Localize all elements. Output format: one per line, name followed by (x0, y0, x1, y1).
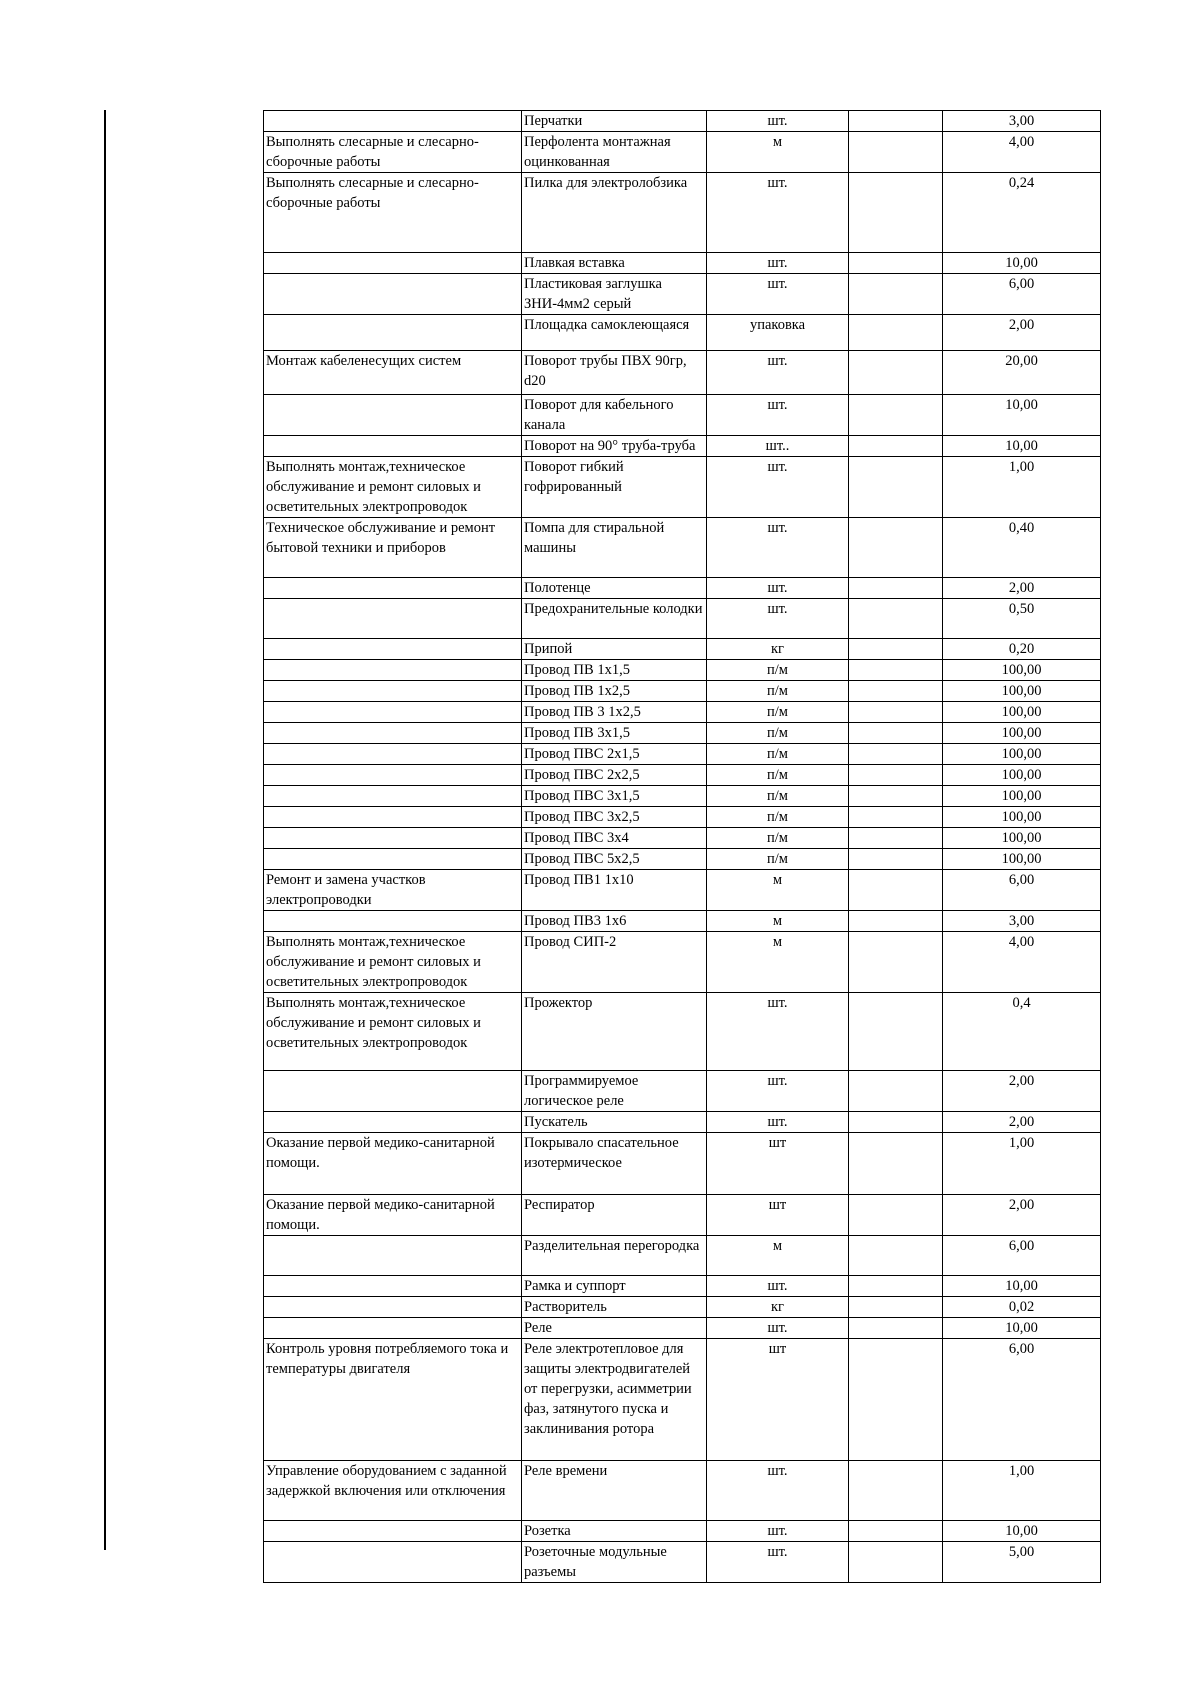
blank-cell (849, 1071, 943, 1112)
blank-cell (849, 1112, 943, 1133)
blank-cell (849, 173, 943, 253)
quantity-cell: 6,00 (943, 870, 1101, 911)
unit-cell: шт. (707, 1521, 849, 1542)
unit-cell: п/м (707, 765, 849, 786)
table-row (264, 599, 1101, 639)
material-name-cell: Провод СИП-2 (522, 932, 707, 993)
blank-cell (849, 1339, 943, 1461)
work-cell: Выполнять слесарные и слесарно-сборочные работы (264, 173, 522, 253)
material-name-cell: Респиратор (522, 1195, 707, 1236)
quantity-cell: 10,00 (943, 1276, 1101, 1297)
quantity-cell: 3,00 (943, 111, 1101, 132)
material-name-cell: Провод ПВ1 1х10 (522, 870, 707, 911)
work-cell (264, 1521, 522, 1542)
material-name-cell: Провод ПВ3 1х6 (522, 911, 707, 932)
table-row (264, 723, 1101, 744)
quantity-cell: 10,00 (943, 395, 1101, 436)
blank-cell (849, 1195, 943, 1236)
table-row (264, 1339, 1101, 1461)
quantity-cell: 100,00 (943, 849, 1101, 870)
blank-cell (849, 849, 943, 870)
unit-cell: шт. (707, 599, 849, 639)
table-row (264, 744, 1101, 765)
unit-cell: кг (707, 1297, 849, 1318)
unit-cell: кг (707, 639, 849, 660)
work-cell (264, 1276, 522, 1297)
quantity-cell: 2,00 (943, 315, 1101, 351)
material-name-cell: Пилка для электролобзика (522, 173, 707, 253)
blank-cell (849, 518, 943, 578)
work-cell (264, 1297, 522, 1318)
blank-cell (849, 436, 943, 457)
quantity-cell: 2,00 (943, 578, 1101, 599)
table-row (264, 870, 1101, 911)
blank-cell (849, 351, 943, 395)
quantity-cell: 0,4 (943, 993, 1101, 1071)
table-row (264, 1133, 1101, 1195)
unit-cell: шт. (707, 578, 849, 599)
work-cell (264, 599, 522, 639)
table-row (264, 274, 1101, 315)
material-name-cell: Реле (522, 1318, 707, 1339)
unit-cell: п/м (707, 807, 849, 828)
quantity-cell: 6,00 (943, 1339, 1101, 1461)
work-cell: Управление оборудованием с заданной задержкой включения или отключения (264, 1461, 522, 1521)
table-row (264, 315, 1101, 351)
blank-cell (849, 786, 943, 807)
blank-cell (849, 315, 943, 351)
work-cell: Выполнять монтаж,техническое обслуживание и ремонт силовых и осветительных электропроводок (264, 457, 522, 518)
quantity-cell: 100,00 (943, 807, 1101, 828)
material-name-cell: Рамка и суппорт (522, 1276, 707, 1297)
quantity-cell: 100,00 (943, 681, 1101, 702)
unit-cell: шт. (707, 351, 849, 395)
blank-cell (849, 1461, 943, 1521)
quantity-cell: 0,24 (943, 173, 1101, 253)
unit-cell: шт. (707, 1542, 849, 1583)
quantity-cell: 100,00 (943, 660, 1101, 681)
unit-cell: м (707, 1236, 849, 1276)
quantity-cell: 10,00 (943, 253, 1101, 274)
quantity-cell: 1,00 (943, 1133, 1101, 1195)
material-name-cell: Поворот трубы ПВХ 90гр, d20 (522, 351, 707, 395)
material-name-cell: Провод ПВС 5х2,5 (522, 849, 707, 870)
table-row (264, 849, 1101, 870)
unit-cell: п/м (707, 702, 849, 723)
material-name-cell: Поворот для кабельного канала (522, 395, 707, 436)
blank-cell (849, 132, 943, 173)
work-cell (264, 807, 522, 828)
work-cell (264, 849, 522, 870)
work-cell: Ремонт и замена участков электропроводки (264, 870, 522, 911)
quantity-cell: 100,00 (943, 723, 1101, 744)
quantity-cell: 1,00 (943, 457, 1101, 518)
quantity-cell: 5,00 (943, 1542, 1101, 1583)
work-cell (264, 315, 522, 351)
table-row (264, 1318, 1101, 1339)
blank-cell (849, 1318, 943, 1339)
quantity-cell: 20,00 (943, 351, 1101, 395)
table-row (264, 807, 1101, 828)
quantity-cell: 100,00 (943, 702, 1101, 723)
blank-cell (849, 660, 943, 681)
work-cell (264, 744, 522, 765)
unit-cell: шт. (707, 111, 849, 132)
quantity-cell: 6,00 (943, 1236, 1101, 1276)
unit-cell: м (707, 911, 849, 932)
material-name-cell: Провод ПВС 3х4 (522, 828, 707, 849)
quantity-cell: 2,00 (943, 1112, 1101, 1133)
material-name-cell: Прожектор (522, 993, 707, 1071)
table-row (264, 253, 1101, 274)
unit-cell: п/м (707, 744, 849, 765)
work-cell: Монтаж кабеленесущих систем (264, 351, 522, 395)
table-row (264, 578, 1101, 599)
unit-cell: упаковка (707, 315, 849, 351)
material-name-cell: Провод ПВ 3 1х2,5 (522, 702, 707, 723)
blank-cell (849, 723, 943, 744)
work-cell (264, 1112, 522, 1133)
left-margin-rule (104, 110, 106, 1550)
unit-cell: м (707, 932, 849, 993)
work-cell (264, 765, 522, 786)
material-name-cell: Полотенце (522, 578, 707, 599)
unit-cell: п/м (707, 723, 849, 744)
blank-cell (849, 111, 943, 132)
work-cell (264, 253, 522, 274)
table-row (264, 1195, 1101, 1236)
unit-cell: п/м (707, 660, 849, 681)
unit-cell: шт. (707, 173, 849, 253)
quantity-cell: 2,00 (943, 1195, 1101, 1236)
table-row (264, 1521, 1101, 1542)
quantity-cell: 100,00 (943, 744, 1101, 765)
work-cell: Контроль уровня потребляемого тока и температуры двигателя (264, 1339, 522, 1461)
unit-cell: шт. (707, 395, 849, 436)
quantity-cell: 100,00 (943, 786, 1101, 807)
table-row (264, 111, 1101, 132)
quantity-cell: 10,00 (943, 436, 1101, 457)
material-name-cell: Перчатки (522, 111, 707, 132)
table-row (264, 828, 1101, 849)
material-name-cell: Провод ПВС 2х2,5 (522, 765, 707, 786)
material-name-cell: Провод ПВ 1х2,5 (522, 681, 707, 702)
blank-cell (849, 395, 943, 436)
table-row (264, 436, 1101, 457)
unit-cell: м (707, 870, 849, 911)
unit-cell: шт. (707, 993, 849, 1071)
blank-cell (849, 599, 943, 639)
unit-cell: п/м (707, 786, 849, 807)
unit-cell: п/м (707, 849, 849, 870)
quantity-cell: 0,50 (943, 599, 1101, 639)
quantity-cell: 3,00 (943, 911, 1101, 932)
work-cell (264, 1236, 522, 1276)
table-row (264, 1112, 1101, 1133)
blank-cell (849, 639, 943, 660)
unit-cell: п/м (707, 828, 849, 849)
materials-table (263, 110, 1101, 1583)
blank-cell (849, 1276, 943, 1297)
table-row (264, 457, 1101, 518)
work-cell (264, 660, 522, 681)
quantity-cell: 100,00 (943, 765, 1101, 786)
unit-cell: шт. (707, 253, 849, 274)
blank-cell (849, 807, 943, 828)
blank-cell (849, 702, 943, 723)
material-name-cell: Реле электротепловое для защиты электродвигателей от перегрузки, асимметрии фаз, затянутого пуска и заклинивания ротора (522, 1339, 707, 1461)
blank-cell (849, 911, 943, 932)
work-cell (264, 828, 522, 849)
work-cell: Техническое обслуживание и ремонт бытовой техники и приборов (264, 518, 522, 578)
blank-cell (849, 1236, 943, 1276)
material-name-cell: Разделительная перегородка (522, 1236, 707, 1276)
work-cell (264, 274, 522, 315)
blank-cell (849, 932, 943, 993)
table-row (264, 518, 1101, 578)
unit-cell: шт. (707, 1112, 849, 1133)
unit-cell: шт. (707, 1461, 849, 1521)
materials-table-body (264, 111, 1101, 1583)
quantity-cell: 6,00 (943, 274, 1101, 315)
material-name-cell: Покрывало спасательное изотермическое (522, 1133, 707, 1195)
table-row (264, 132, 1101, 173)
material-name-cell: Площадка самоклеющаяся (522, 315, 707, 351)
unit-cell: шт. (707, 1071, 849, 1112)
table-row (264, 1542, 1101, 1583)
material-name-cell: Растворитель (522, 1297, 707, 1318)
unit-cell: шт. (707, 274, 849, 315)
quantity-cell: 10,00 (943, 1521, 1101, 1542)
blank-cell (849, 578, 943, 599)
work-cell (264, 786, 522, 807)
table-row (264, 660, 1101, 681)
blank-cell (849, 274, 943, 315)
work-cell (264, 1318, 522, 1339)
material-name-cell: Провод ПВ 3х1,5 (522, 723, 707, 744)
table-row (264, 765, 1101, 786)
table-row (264, 786, 1101, 807)
material-name-cell: Реле времени (522, 1461, 707, 1521)
unit-cell: шт (707, 1195, 849, 1236)
work-cell: Оказание первой медико-санитарной помощи. (264, 1133, 522, 1195)
work-cell (264, 436, 522, 457)
unit-cell: шт (707, 1339, 849, 1461)
table-row (264, 1236, 1101, 1276)
blank-cell (849, 993, 943, 1071)
work-cell (264, 681, 522, 702)
quantity-cell: 4,00 (943, 932, 1101, 993)
work-cell (264, 1542, 522, 1583)
work-cell (264, 639, 522, 660)
blank-cell (849, 457, 943, 518)
work-cell (264, 111, 522, 132)
quantity-cell: 100,00 (943, 828, 1101, 849)
table-row (264, 681, 1101, 702)
blank-cell (849, 253, 943, 274)
table-row (264, 1071, 1101, 1112)
work-cell (264, 911, 522, 932)
table-row (264, 395, 1101, 436)
table-row (264, 702, 1101, 723)
material-name-cell: Программируемое логическое реле (522, 1071, 707, 1112)
blank-cell (849, 1521, 943, 1542)
quantity-cell: 0,02 (943, 1297, 1101, 1318)
blank-cell (849, 765, 943, 786)
table-row (264, 993, 1101, 1071)
blank-cell (849, 744, 943, 765)
quantity-cell: 2,00 (943, 1071, 1101, 1112)
unit-cell: шт.. (707, 436, 849, 457)
blank-cell (849, 1133, 943, 1195)
quantity-cell: 0,40 (943, 518, 1101, 578)
unit-cell: м (707, 132, 849, 173)
table-row (264, 351, 1101, 395)
work-cell (264, 1071, 522, 1112)
work-cell: Оказание первой медико-санитарной помощи. (264, 1195, 522, 1236)
quantity-cell: 1,00 (943, 1461, 1101, 1521)
blank-cell (849, 681, 943, 702)
work-cell (264, 395, 522, 436)
table-row (264, 639, 1101, 660)
unit-cell: п/м (707, 681, 849, 702)
blank-cell (849, 1297, 943, 1318)
material-name-cell: Пластиковая заглушка ЗНИ-4мм2 серый (522, 274, 707, 315)
material-name-cell: Помпа для стиральной машины (522, 518, 707, 578)
material-name-cell: Поворот гибкий гофрированный (522, 457, 707, 518)
unit-cell: шт. (707, 1318, 849, 1339)
work-cell (264, 702, 522, 723)
blank-cell (849, 828, 943, 849)
blank-cell (849, 870, 943, 911)
material-name-cell: Поворот на 90° труба-труба (522, 436, 707, 457)
work-cell (264, 723, 522, 744)
work-cell: Выполнять монтаж,техническое обслуживание и ремонт силовых и осветительных электропроводок (264, 932, 522, 993)
table-row (264, 173, 1101, 253)
table-row (264, 1297, 1101, 1318)
material-name-cell: Предохранительные колодки (522, 599, 707, 639)
material-name-cell: Плавкая вставка (522, 253, 707, 274)
material-name-cell: Провод ПВ 1х1,5 (522, 660, 707, 681)
unit-cell: шт. (707, 1276, 849, 1297)
blank-cell (849, 1542, 943, 1583)
work-cell: Выполнять монтаж,техническое обслуживание и ремонт силовых и осветительных электропроводок (264, 993, 522, 1071)
material-name-cell: Пускатель (522, 1112, 707, 1133)
material-name-cell: Розетка (522, 1521, 707, 1542)
table-row (264, 1276, 1101, 1297)
table-row (264, 911, 1101, 932)
work-cell: Выполнять слесарные и слесарно-сборочные работы (264, 132, 522, 173)
table-row (264, 1461, 1101, 1521)
work-cell (264, 578, 522, 599)
material-name-cell: Провод ПВС 3х1,5 (522, 786, 707, 807)
unit-cell: шт. (707, 457, 849, 518)
table-row (264, 932, 1101, 993)
unit-cell: шт. (707, 518, 849, 578)
material-name-cell: Припой (522, 639, 707, 660)
material-name-cell: Розеточные модульные разъемы (522, 1542, 707, 1583)
quantity-cell: 0,20 (943, 639, 1101, 660)
quantity-cell: 4,00 (943, 132, 1101, 173)
material-name-cell: Провод ПВС 3х2,5 (522, 807, 707, 828)
material-name-cell: Провод ПВС 2х1,5 (522, 744, 707, 765)
material-name-cell: Перфолента монтажная оцинкованная (522, 132, 707, 173)
unit-cell: шт (707, 1133, 849, 1195)
quantity-cell: 10,00 (943, 1318, 1101, 1339)
